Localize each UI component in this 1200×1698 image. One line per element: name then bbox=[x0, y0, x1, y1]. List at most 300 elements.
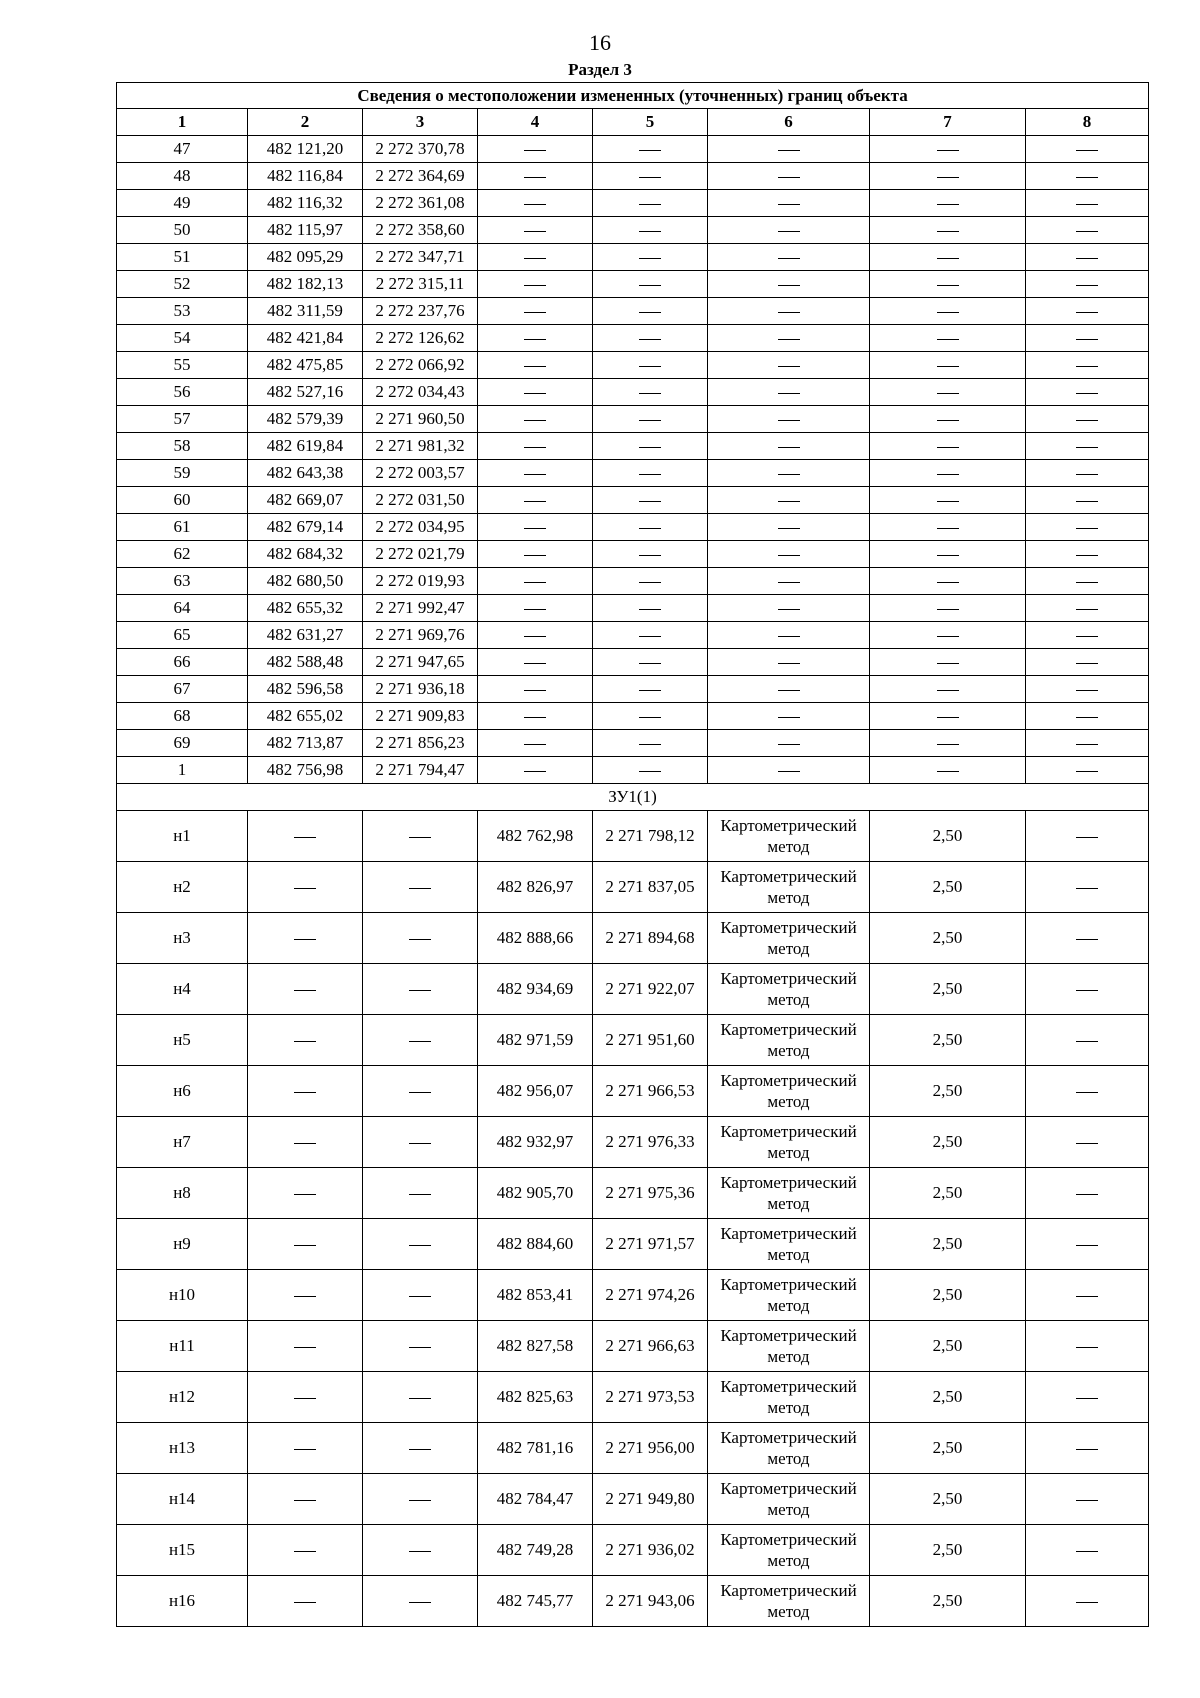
empty-cell bbox=[870, 460, 1026, 487]
method-cell: Картометрический метод bbox=[708, 1117, 870, 1168]
y-coordinate-cell: 2 272 237,76 bbox=[363, 298, 478, 325]
empty-cell bbox=[1026, 595, 1149, 622]
dash-mark bbox=[524, 771, 546, 772]
dash-mark bbox=[409, 1551, 431, 1552]
accuracy-cell: 2,50 bbox=[870, 811, 1026, 862]
group-row bbox=[117, 784, 1149, 811]
x-coordinate-cell: 482 121,20 bbox=[248, 136, 363, 163]
empty-cell bbox=[593, 595, 708, 622]
table-row bbox=[117, 541, 1149, 568]
point-cell: н3 bbox=[117, 913, 248, 964]
empty-cell bbox=[248, 964, 363, 1015]
table-row bbox=[117, 811, 1149, 862]
table-row bbox=[117, 1321, 1149, 1372]
empty-cell bbox=[248, 862, 363, 913]
dash-mark bbox=[524, 690, 546, 691]
point-cell: 67 bbox=[117, 676, 248, 703]
dash-mark bbox=[778, 582, 800, 583]
dash-mark bbox=[1076, 150, 1098, 151]
dash-mark bbox=[778, 717, 800, 718]
dash-mark bbox=[524, 366, 546, 367]
empty-cell bbox=[1026, 271, 1149, 298]
table-row bbox=[117, 460, 1149, 487]
empty-cell bbox=[870, 190, 1026, 217]
dash-mark bbox=[639, 636, 661, 637]
empty-cell bbox=[248, 1576, 363, 1627]
point-cell: 55 bbox=[117, 352, 248, 379]
dash-mark bbox=[524, 312, 546, 313]
dash-mark bbox=[1076, 837, 1098, 838]
dash-mark bbox=[937, 339, 959, 340]
dash-mark bbox=[1076, 1143, 1098, 1144]
empty-cell bbox=[1026, 1066, 1149, 1117]
empty-cell bbox=[1026, 325, 1149, 352]
table-row bbox=[117, 1168, 1149, 1219]
dash-mark bbox=[1076, 744, 1098, 745]
dash-mark bbox=[778, 555, 800, 556]
dash-mark bbox=[639, 366, 661, 367]
y-coordinate-cell: 2 271 936,02 bbox=[593, 1525, 708, 1576]
x-coordinate-cell: 482 888,66 bbox=[478, 913, 593, 964]
x-coordinate-cell: 482 095,29 bbox=[248, 244, 363, 271]
table-row bbox=[117, 325, 1149, 352]
x-coordinate-cell: 482 827,58 bbox=[478, 1321, 593, 1372]
y-coordinate-cell: 2 272 315,11 bbox=[363, 271, 478, 298]
empty-cell bbox=[593, 568, 708, 595]
empty-cell bbox=[870, 649, 1026, 676]
dash-mark bbox=[778, 231, 800, 232]
x-coordinate-cell: 482 884,60 bbox=[478, 1219, 593, 1270]
table-row bbox=[117, 433, 1149, 460]
empty-cell bbox=[1026, 379, 1149, 406]
dash-mark bbox=[937, 717, 959, 718]
y-coordinate-cell: 2 271 949,80 bbox=[593, 1474, 708, 1525]
empty-cell bbox=[1026, 964, 1149, 1015]
dash-mark bbox=[778, 663, 800, 664]
x-coordinate-cell: 482 115,97 bbox=[248, 217, 363, 244]
dash-mark bbox=[639, 150, 661, 151]
empty-cell bbox=[478, 595, 593, 622]
point-cell: н11 bbox=[117, 1321, 248, 1372]
dash-mark bbox=[937, 663, 959, 664]
dash-mark bbox=[294, 1041, 316, 1042]
x-coordinate-cell: 482 971,59 bbox=[478, 1015, 593, 1066]
table-row bbox=[117, 1015, 1149, 1066]
accuracy-cell: 2,50 bbox=[870, 862, 1026, 913]
dash-mark bbox=[294, 1194, 316, 1195]
dash-mark bbox=[1076, 1245, 1098, 1246]
method-cell: Картометрический метод bbox=[708, 1423, 870, 1474]
dash-mark bbox=[937, 177, 959, 178]
dash-mark bbox=[778, 366, 800, 367]
y-coordinate-cell: 2 272 358,60 bbox=[363, 217, 478, 244]
dash-mark bbox=[294, 1347, 316, 1348]
y-coordinate-cell: 2 271 960,50 bbox=[363, 406, 478, 433]
method-cell: Картометрический метод bbox=[708, 1168, 870, 1219]
table-row bbox=[117, 649, 1149, 676]
dash-mark bbox=[1076, 312, 1098, 313]
dash-mark bbox=[294, 888, 316, 889]
dash-mark bbox=[778, 177, 800, 178]
dash-mark bbox=[294, 1092, 316, 1093]
table-row bbox=[117, 964, 1149, 1015]
empty-cell bbox=[708, 352, 870, 379]
y-coordinate-cell: 2 272 361,08 bbox=[363, 190, 478, 217]
table-row bbox=[117, 1423, 1149, 1474]
column-number: 6 bbox=[708, 109, 870, 136]
dash-mark bbox=[409, 1092, 431, 1093]
empty-cell bbox=[708, 163, 870, 190]
empty-cell bbox=[593, 136, 708, 163]
empty-cell bbox=[593, 298, 708, 325]
accuracy-cell: 2,50 bbox=[870, 913, 1026, 964]
y-coordinate-cell: 2 272 031,50 bbox=[363, 487, 478, 514]
x-coordinate-cell: 482 643,38 bbox=[248, 460, 363, 487]
y-coordinate-cell: 2 271 975,36 bbox=[593, 1168, 708, 1219]
column-number: 3 bbox=[363, 109, 478, 136]
empty-cell bbox=[478, 460, 593, 487]
empty-cell bbox=[870, 757, 1026, 784]
dash-mark bbox=[1076, 771, 1098, 772]
method-cell: Картометрический метод bbox=[708, 1015, 870, 1066]
accuracy-cell: 2,50 bbox=[870, 1321, 1026, 1372]
dash-mark bbox=[639, 231, 661, 232]
table-row bbox=[117, 271, 1149, 298]
empty-cell bbox=[478, 649, 593, 676]
method-cell: Картометрический метод bbox=[708, 1474, 870, 1525]
dash-mark bbox=[937, 393, 959, 394]
empty-cell bbox=[593, 649, 708, 676]
dash-mark bbox=[1076, 990, 1098, 991]
dash-mark bbox=[1076, 231, 1098, 232]
dash-mark bbox=[1076, 1041, 1098, 1042]
empty-cell bbox=[1026, 1576, 1149, 1627]
empty-cell bbox=[593, 676, 708, 703]
point-cell: н10 bbox=[117, 1270, 248, 1321]
dash-mark bbox=[524, 744, 546, 745]
empty-cell bbox=[593, 433, 708, 460]
point-cell: н2 bbox=[117, 862, 248, 913]
group-label: ЗУ1(1) bbox=[117, 784, 1149, 811]
dash-mark bbox=[1076, 474, 1098, 475]
dash-mark bbox=[294, 1296, 316, 1297]
empty-cell bbox=[708, 622, 870, 649]
x-coordinate-cell: 482 579,39 bbox=[248, 406, 363, 433]
empty-cell bbox=[478, 514, 593, 541]
dash-mark bbox=[639, 339, 661, 340]
y-coordinate-cell: 2 272 034,43 bbox=[363, 379, 478, 406]
empty-cell bbox=[1026, 1372, 1149, 1423]
y-coordinate-cell: 2 271 922,07 bbox=[593, 964, 708, 1015]
empty-cell bbox=[708, 406, 870, 433]
empty-cell bbox=[870, 298, 1026, 325]
dash-mark bbox=[1076, 1500, 1098, 1501]
y-coordinate-cell: 2 272 364,69 bbox=[363, 163, 478, 190]
dash-mark bbox=[1076, 1092, 1098, 1093]
dash-mark bbox=[639, 555, 661, 556]
dash-mark bbox=[1076, 528, 1098, 529]
method-cell: Картометрический метод bbox=[708, 1321, 870, 1372]
dash-mark bbox=[778, 420, 800, 421]
empty-cell bbox=[593, 514, 708, 541]
y-coordinate-cell: 2 271 943,06 bbox=[593, 1576, 708, 1627]
empty-cell bbox=[870, 487, 1026, 514]
section-title: Раздел 3 bbox=[568, 60, 632, 79]
dash-mark bbox=[1076, 1551, 1098, 1552]
dash-mark bbox=[639, 663, 661, 664]
point-cell: 62 bbox=[117, 541, 248, 568]
y-coordinate-cell: 2 271 966,63 bbox=[593, 1321, 708, 1372]
y-coordinate-cell: 2 272 019,93 bbox=[363, 568, 478, 595]
empty-cell bbox=[1026, 1474, 1149, 1525]
point-cell: 56 bbox=[117, 379, 248, 406]
dash-mark bbox=[409, 1041, 431, 1042]
dash-mark bbox=[1076, 285, 1098, 286]
empty-cell bbox=[870, 136, 1026, 163]
empty-cell bbox=[478, 676, 593, 703]
dash-mark bbox=[524, 150, 546, 151]
dash-mark bbox=[1076, 1602, 1098, 1603]
empty-cell bbox=[593, 271, 708, 298]
empty-cell bbox=[593, 325, 708, 352]
dash-mark bbox=[409, 1296, 431, 1297]
empty-cell bbox=[1026, 1117, 1149, 1168]
empty-cell bbox=[363, 1321, 478, 1372]
empty-cell bbox=[478, 433, 593, 460]
dash-mark bbox=[524, 177, 546, 178]
dash-mark bbox=[937, 582, 959, 583]
dash-mark bbox=[639, 771, 661, 772]
table-title: Сведения о местоположении измененных (уточненных) границ объекта bbox=[117, 83, 1149, 109]
empty-cell bbox=[708, 379, 870, 406]
empty-cell bbox=[708, 460, 870, 487]
y-coordinate-cell: 2 271 951,60 bbox=[593, 1015, 708, 1066]
empty-cell bbox=[478, 622, 593, 649]
y-coordinate-cell: 2 271 973,53 bbox=[593, 1372, 708, 1423]
empty-cell bbox=[870, 703, 1026, 730]
point-cell: н14 bbox=[117, 1474, 248, 1525]
table-row bbox=[117, 757, 1149, 784]
table-row bbox=[117, 1117, 1149, 1168]
empty-cell bbox=[708, 217, 870, 244]
empty-cell bbox=[363, 913, 478, 964]
empty-cell bbox=[478, 730, 593, 757]
point-cell: 66 bbox=[117, 649, 248, 676]
dash-mark bbox=[524, 393, 546, 394]
empty-cell bbox=[870, 568, 1026, 595]
table-row bbox=[117, 913, 1149, 964]
y-coordinate-cell: 2 272 066,92 bbox=[363, 352, 478, 379]
dash-mark bbox=[937, 366, 959, 367]
dash-mark bbox=[937, 609, 959, 610]
table-row bbox=[117, 379, 1149, 406]
dash-mark bbox=[778, 393, 800, 394]
empty-cell bbox=[1026, 514, 1149, 541]
point-cell: 60 bbox=[117, 487, 248, 514]
dash-mark bbox=[639, 717, 661, 718]
dash-mark bbox=[778, 690, 800, 691]
dash-mark bbox=[409, 1449, 431, 1450]
method-cell: Картометрический метод bbox=[708, 1525, 870, 1576]
dash-mark bbox=[409, 1500, 431, 1501]
point-cell: 59 bbox=[117, 460, 248, 487]
table-row bbox=[117, 217, 1149, 244]
point-cell: н1 bbox=[117, 811, 248, 862]
empty-cell bbox=[1026, 1321, 1149, 1372]
point-cell: н8 bbox=[117, 1168, 248, 1219]
empty-cell bbox=[593, 244, 708, 271]
x-coordinate-cell: 482 679,14 bbox=[248, 514, 363, 541]
dash-mark bbox=[639, 690, 661, 691]
x-coordinate-cell: 482 619,84 bbox=[248, 433, 363, 460]
empty-cell bbox=[478, 487, 593, 514]
empty-cell bbox=[478, 244, 593, 271]
dash-mark bbox=[294, 837, 316, 838]
accuracy-cell: 2,50 bbox=[870, 1576, 1026, 1627]
empty-cell bbox=[593, 730, 708, 757]
table-row bbox=[117, 1576, 1149, 1627]
dash-mark bbox=[409, 1602, 431, 1603]
dash-mark bbox=[937, 636, 959, 637]
empty-cell bbox=[478, 703, 593, 730]
empty-cell bbox=[363, 964, 478, 1015]
accuracy-cell: 2,50 bbox=[870, 1525, 1026, 1576]
dash-mark bbox=[778, 636, 800, 637]
dash-mark bbox=[524, 231, 546, 232]
dash-mark bbox=[524, 555, 546, 556]
empty-cell bbox=[870, 217, 1026, 244]
dash-mark bbox=[524, 258, 546, 259]
y-coordinate-cell: 2 271 837,05 bbox=[593, 862, 708, 913]
empty-cell bbox=[248, 1474, 363, 1525]
accuracy-cell: 2,50 bbox=[870, 964, 1026, 1015]
empty-cell bbox=[1026, 433, 1149, 460]
x-coordinate-cell: 482 588,48 bbox=[248, 649, 363, 676]
dash-mark bbox=[937, 447, 959, 448]
dash-mark bbox=[1076, 1398, 1098, 1399]
dash-mark bbox=[524, 339, 546, 340]
accuracy-cell: 2,50 bbox=[870, 1474, 1026, 1525]
x-coordinate-cell: 482 825,63 bbox=[478, 1372, 593, 1423]
empty-cell bbox=[248, 1219, 363, 1270]
empty-cell bbox=[1026, 649, 1149, 676]
method-cell: Картометрический метод bbox=[708, 964, 870, 1015]
table-row bbox=[117, 1372, 1149, 1423]
dash-mark bbox=[1076, 366, 1098, 367]
y-coordinate-cell: 2 272 034,95 bbox=[363, 514, 478, 541]
table-row bbox=[117, 136, 1149, 163]
dash-mark bbox=[1076, 555, 1098, 556]
empty-cell bbox=[870, 595, 1026, 622]
empty-cell bbox=[363, 1423, 478, 1474]
dash-mark bbox=[778, 204, 800, 205]
table-row bbox=[117, 406, 1149, 433]
empty-cell bbox=[1026, 136, 1149, 163]
dash-mark bbox=[778, 258, 800, 259]
empty-cell bbox=[478, 379, 593, 406]
empty-cell bbox=[708, 757, 870, 784]
empty-cell bbox=[478, 757, 593, 784]
empty-cell bbox=[870, 325, 1026, 352]
empty-cell bbox=[708, 298, 870, 325]
dash-mark bbox=[778, 609, 800, 610]
empty-cell bbox=[593, 622, 708, 649]
dash-mark bbox=[778, 285, 800, 286]
y-coordinate-cell: 2 271 956,00 bbox=[593, 1423, 708, 1474]
point-cell: 52 bbox=[117, 271, 248, 298]
empty-cell bbox=[870, 271, 1026, 298]
dash-mark bbox=[937, 285, 959, 286]
dash-mark bbox=[639, 204, 661, 205]
x-coordinate-cell: 482 756,98 bbox=[248, 757, 363, 784]
empty-cell bbox=[1026, 568, 1149, 595]
point-cell: 48 bbox=[117, 163, 248, 190]
y-coordinate-cell: 2 272 126,62 bbox=[363, 325, 478, 352]
point-cell: н5 bbox=[117, 1015, 248, 1066]
empty-cell bbox=[478, 163, 593, 190]
table-row bbox=[117, 190, 1149, 217]
empty-cell bbox=[708, 190, 870, 217]
dash-mark bbox=[639, 177, 661, 178]
empty-cell bbox=[1026, 217, 1149, 244]
dash-mark bbox=[294, 1143, 316, 1144]
dash-mark bbox=[1076, 690, 1098, 691]
x-coordinate-cell: 482 853,41 bbox=[478, 1270, 593, 1321]
y-coordinate-cell: 2 271 856,23 bbox=[363, 730, 478, 757]
x-coordinate-cell: 482 934,69 bbox=[478, 964, 593, 1015]
x-coordinate-cell: 482 932,97 bbox=[478, 1117, 593, 1168]
x-coordinate-cell: 482 596,58 bbox=[248, 676, 363, 703]
dash-mark bbox=[409, 1143, 431, 1144]
dash-mark bbox=[937, 744, 959, 745]
method-cell: Картометрический метод bbox=[708, 1372, 870, 1423]
empty-cell bbox=[708, 595, 870, 622]
dash-mark bbox=[639, 474, 661, 475]
empty-cell bbox=[363, 862, 478, 913]
empty-cell bbox=[708, 649, 870, 676]
table-row bbox=[117, 862, 1149, 913]
point-cell: 64 bbox=[117, 595, 248, 622]
point-cell: 51 bbox=[117, 244, 248, 271]
empty-cell bbox=[248, 1525, 363, 1576]
dash-mark bbox=[294, 1551, 316, 1552]
table-row bbox=[117, 163, 1149, 190]
empty-cell bbox=[363, 1372, 478, 1423]
x-coordinate-cell: 482 311,59 bbox=[248, 298, 363, 325]
x-coordinate-cell: 482 784,47 bbox=[478, 1474, 593, 1525]
y-coordinate-cell: 2 272 003,57 bbox=[363, 460, 478, 487]
dash-mark bbox=[937, 420, 959, 421]
dash-mark bbox=[778, 744, 800, 745]
dash-mark bbox=[778, 339, 800, 340]
empty-cell bbox=[870, 514, 1026, 541]
dash-mark bbox=[409, 1245, 431, 1246]
dash-mark bbox=[1076, 636, 1098, 637]
empty-cell bbox=[708, 568, 870, 595]
empty-cell bbox=[248, 1168, 363, 1219]
accuracy-cell: 2,50 bbox=[870, 1066, 1026, 1117]
method-cell: Картометрический метод bbox=[708, 913, 870, 964]
empty-cell bbox=[478, 298, 593, 325]
y-coordinate-cell: 2 271 992,47 bbox=[363, 595, 478, 622]
accuracy-cell: 2,50 bbox=[870, 1117, 1026, 1168]
dash-mark bbox=[778, 501, 800, 502]
dash-mark bbox=[294, 1500, 316, 1501]
dash-mark bbox=[937, 258, 959, 259]
dash-mark bbox=[639, 258, 661, 259]
empty-cell bbox=[593, 406, 708, 433]
dash-mark bbox=[1076, 447, 1098, 448]
